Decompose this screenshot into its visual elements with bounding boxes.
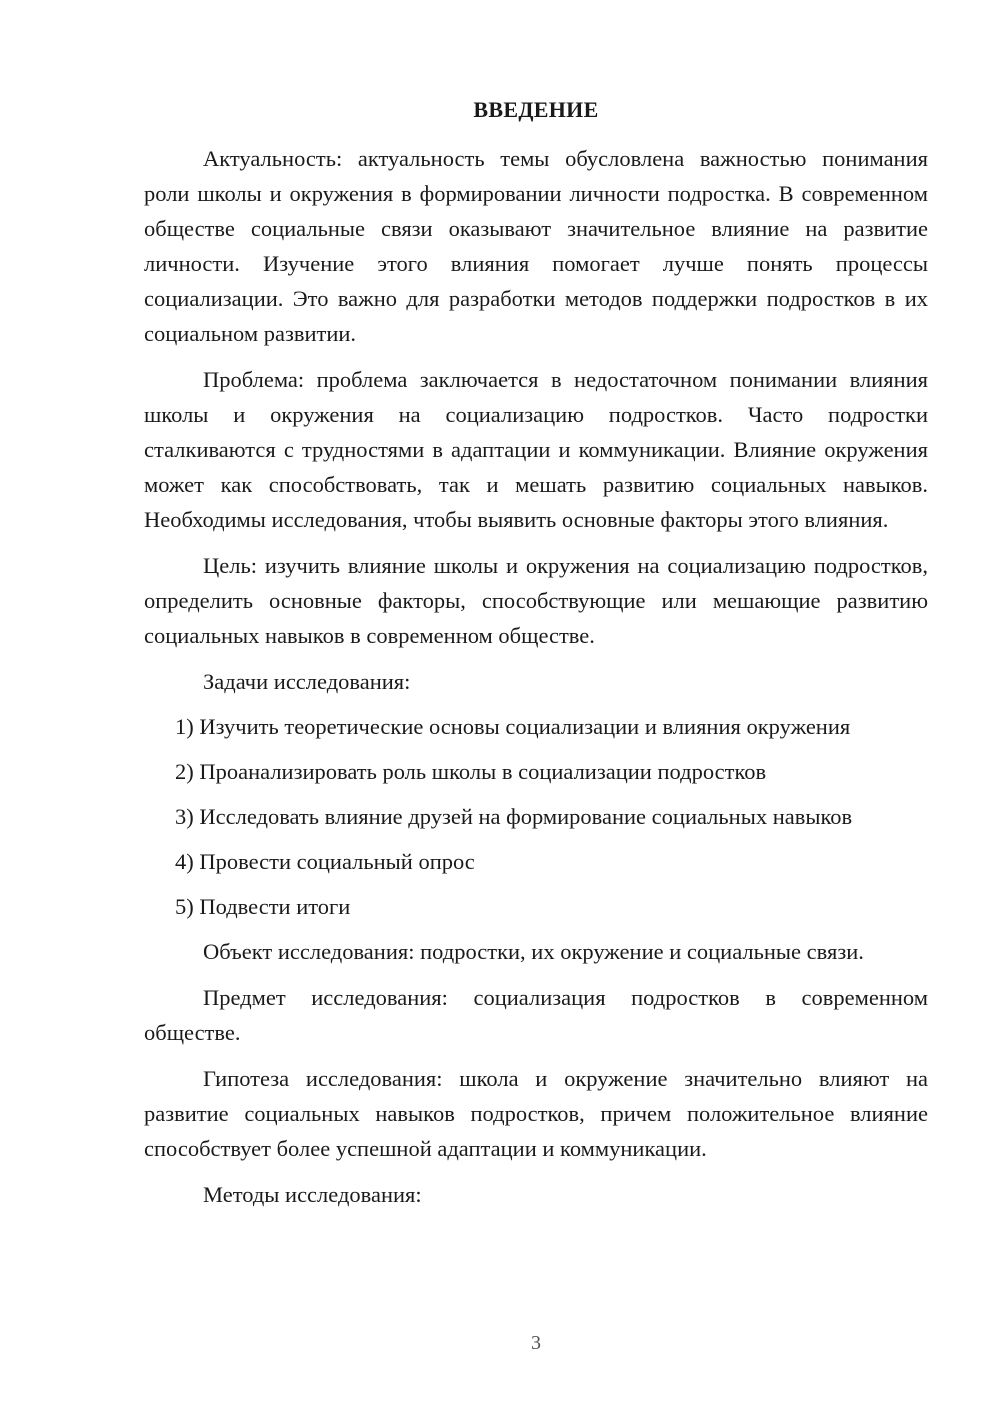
hypothesis-paragraph: Гипотеза исследования: школа и окружение значительно влияют на развитие социальных навыков подростков, причем положительное влияние способствует более успешной адаптации и коммуникации. <box>144 1066 928 1161</box>
page-number: 3 <box>531 1332 541 1354</box>
task-item: 1) Изучить теоретические основы социализации и влияния окружения <box>175 714 851 739</box>
goal-paragraph: Цель: изучить влияние школы и окружения на социализацию подростков, определить основные факторы, способствующие или мешающие развитию социальных навыков в современном обществе. <box>144 553 928 648</box>
methods-label: Методы исследования: <box>203 1182 422 1207</box>
task-item: 4) Провести социальный опрос <box>175 849 475 874</box>
tasks-label: Задачи исследования: <box>203 669 411 694</box>
object-paragraph: Объект исследования: подростки, их окружение и социальные связи. <box>203 939 864 964</box>
task-item: 5) Подвести итоги <box>175 894 351 919</box>
relevance-paragraph: Актуальность: актуальность темы обусловлена важностью понимания роли школы и окружения в формировании личности подростка. В современном обществе социальные связи оказывают значительное влияние на развитие личности. Изучение этого влияния помогает лучше понять процессы социализации. Это важно для разработки методов поддержки подростков в их социальном развитии. <box>144 146 928 346</box>
subject-paragraph: Предмет исследования: социализация подростков в современном обществе. <box>144 985 928 1045</box>
task-item: 2) Проанализировать роль школы в социализации подростков <box>175 759 767 784</box>
document-page <box>144 92 928 1222</box>
problem-paragraph: Проблема: проблема заключается в недостаточном понимании влияния школы и окружения на социализацию подростков. Часто подростки сталкиваются с трудностями в адаптации и коммуникации. Влияние окружения может как способствовать, так и мешать развитию социальных навыков. Необходимы исследования, чтобы выявить основные факторы этого влияния. <box>144 367 928 532</box>
tasks-list <box>144 709 928 924</box>
task-item: 3) Исследовать влияние друзей на формирование социальных навыков <box>175 804 853 829</box>
page-title: ВВЕДЕНИЕ <box>473 97 599 122</box>
